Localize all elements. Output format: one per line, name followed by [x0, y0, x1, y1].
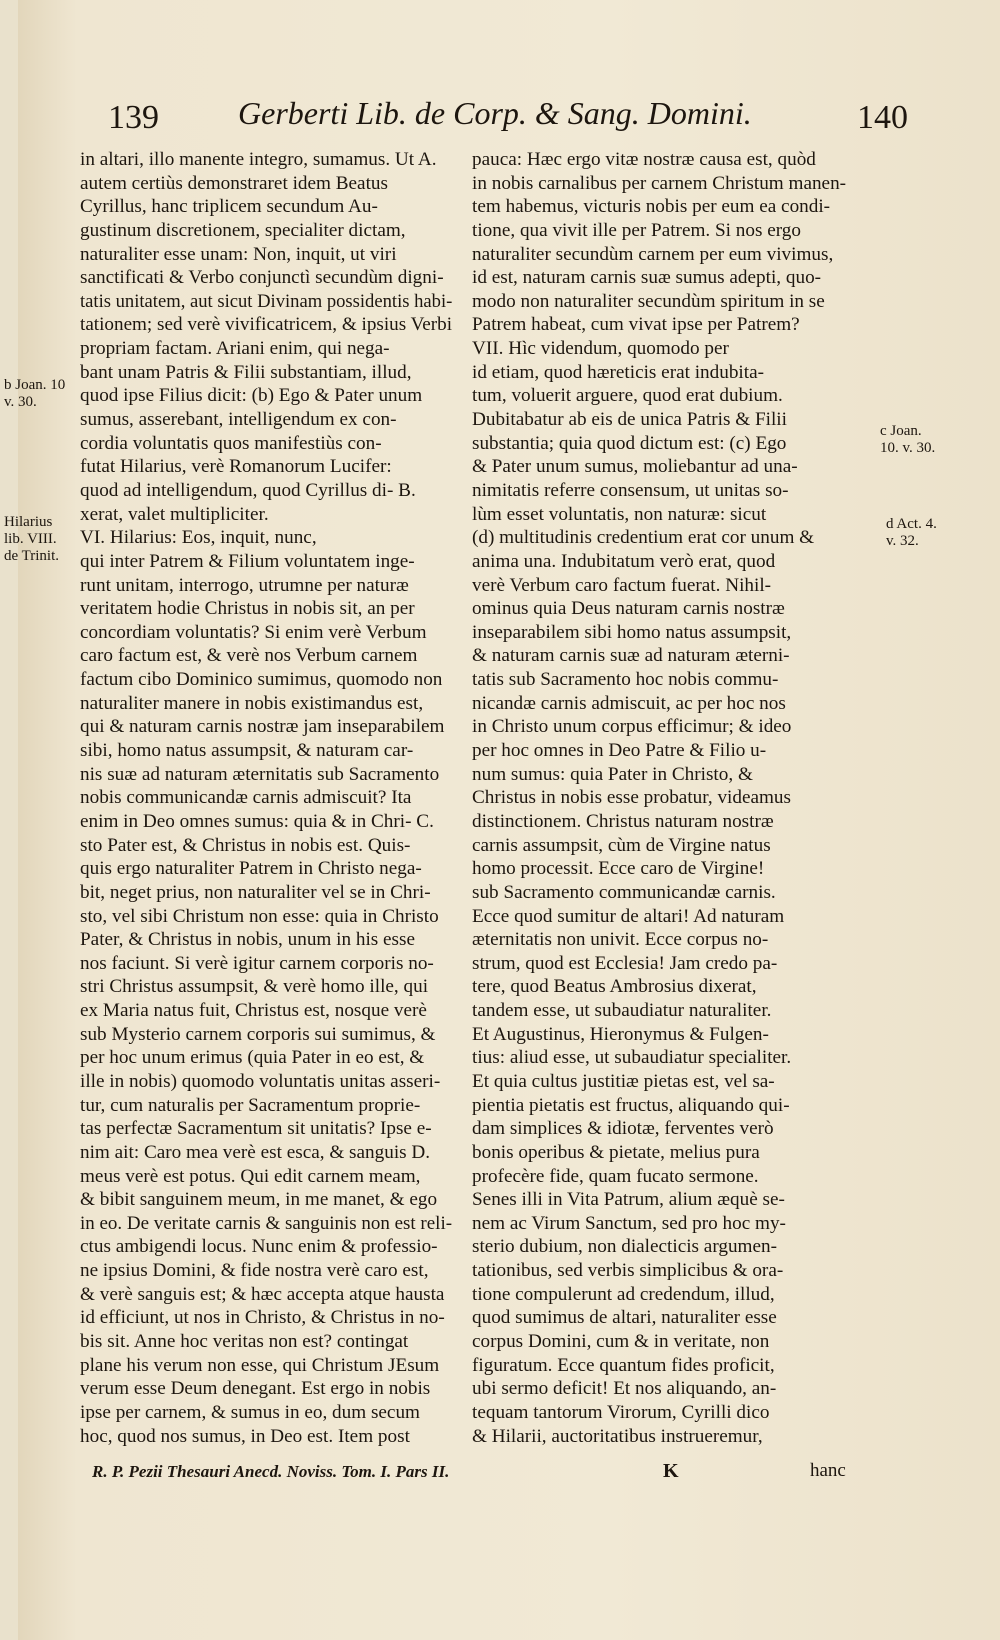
text-line: per hoc omnes in Deo Patre & Filio u-	[472, 740, 767, 762]
text-line: hoc, quod nos sumus, in Deo est. Item post	[80, 1425, 410, 1447]
text-line: quod ipse Filius dicit: (b) Ego & Pater unum	[80, 385, 423, 407]
text-line: qui inter Patrem & Filium voluntatem inge-	[80, 550, 415, 572]
margin-note-joan-right: c Joan. 10. v. 30.	[880, 423, 936, 456]
text-line: Et Augustinus, Hieronymus & Fulgen-	[472, 1023, 769, 1045]
text-line: veritatem hodie Christus in nobis sit, an per	[80, 598, 415, 620]
text-line: Dubitabatur ab eis de unica Patris & Filii	[472, 409, 787, 431]
margin-note-hilarius: Hilarius lib. VIII. de Trinit.	[4, 514, 60, 564]
text-line: factum cibo Dominico sumimus, quomodo non	[80, 669, 443, 691]
text-line: & naturam carnis suæ ad naturam æterni-	[472, 645, 790, 667]
text-line: tione, qua vivit ille per Patrem. Si nos ergo	[472, 219, 801, 241]
text-line: verum esse Deum denegant. Est ergo in nobis	[80, 1378, 431, 1400]
text-line: id est, naturam carnis suæ sumus adepti, quo-	[472, 267, 822, 289]
text-line: tum, voluerit arguere, quod erat dubium.	[472, 385, 783, 407]
text-line: tandem esse, ut subaudiatur naturaliter.	[472, 1000, 772, 1022]
text-line: sub Sacramento communicandæ carnis.	[472, 881, 776, 903]
text-line: homo processit. Ecce caro de Virgine!	[472, 858, 765, 880]
margin-note-joan-10: b Joan. 10 v. 30.	[4, 377, 66, 410]
text-line: autem certiùs demonstraret idem Beatus	[80, 172, 388, 194]
text-line: concordiam voluntatis? Si enim verè Verbum	[80, 621, 427, 643]
text-line: lùm esset voluntatis, non naturæ: sicut	[472, 503, 767, 525]
text-line: sanctificati & Verbo conjunctì secundùm digni-	[80, 267, 444, 289]
text-line: enim in Deo omnes sumus: quia & in Chri- C.	[80, 810, 434, 832]
text-line: naturaliter manere in nobis existimandus est,	[80, 692, 424, 714]
text-line: pauca: Hæc ergo vitæ nostræ causa est, quòd	[472, 149, 816, 170]
text-line: bit, neget prius, non naturaliter vel se in Chri-	[80, 881, 431, 903]
text-line: naturaliter secundùm carnem per eum vivimus,	[472, 243, 834, 265]
text-line: bonis operibus & pietate, melius pura	[472, 1141, 760, 1163]
text-line: sub Mysterio carnem corporis sui sumimus, &	[80, 1023, 436, 1045]
text-line: carnis assumpsit, cùm de Virgine natus	[472, 834, 771, 856]
text-line: in eo. De veritate carnis & sanguinis non est reli-	[80, 1212, 453, 1234]
text-line: sto Pater est, & Christus in nobis est. Quis-	[80, 834, 411, 856]
text-line: per hoc unum erimus (quia Pater in eo est, &	[80, 1047, 425, 1069]
text-line: sibi, homo natus assumpsit, & naturam car-	[80, 740, 414, 762]
text-line: tur, cum naturalis per Sacramentum proprie-	[80, 1094, 421, 1116]
text-line: cordia voluntatis quos manifestiùs con-	[80, 432, 382, 454]
text-line: meus verè est potus. Qui edit carnem meam,	[80, 1165, 421, 1187]
margin-note-acts: d Act. 4. v. 32.	[886, 516, 937, 549]
text-line: strum, quod est Ecclesia! Jam credo pa-	[472, 952, 778, 974]
text-line: & bibit sanguinem meum, in me manet, & ego	[80, 1189, 438, 1211]
text-line: Pater, & Christus in nobis, unum in his esse	[80, 929, 416, 951]
source-footer: R. P. Pezii Thesauri Anecd. Noviss. Tom. I. Pars II.	[92, 1462, 450, 1481]
text-line: ex Maria natus fuit, Christus est, nosque verè	[80, 1000, 427, 1022]
text-line: tatis unitatem, aut sicut Divinam possidentis habi-	[80, 290, 453, 312]
text-line: stri Christus assumpsit, & verè homo ille, qui	[80, 976, 429, 998]
text-line: id etiam, quod hæreticis erat indubita-	[472, 361, 765, 383]
text-line: profecère fide, quam fucato sermone.	[472, 1165, 759, 1187]
text-line: tatis sub Sacramento hoc nobis commu-	[472, 669, 779, 691]
text-line: anima una. Indubitatum verò erat, quod	[472, 550, 776, 572]
text-line: dam simplices & idiotæ, ferventes verò	[472, 1118, 774, 1140]
right-text-column	[472, 148, 867, 1448]
text-line: nobis communicandæ carnis admiscuit? Ita	[80, 787, 412, 809]
text-line: in Christo unum corpus efficimur; & ideo	[472, 716, 792, 738]
text-line: nim ait: Caro mea verè est esca, & sanguis D.	[80, 1141, 431, 1163]
text-line: runt unitam, interrogo, utrumne per naturæ	[80, 574, 409, 596]
text-line: æternitatis non univit. Ecce corpus no-	[472, 929, 769, 951]
text-line: ille in nobis) quomodo voluntatis unitas asseri-	[80, 1070, 441, 1092]
text-line: quod sumimus de altari, naturaliter esse	[472, 1307, 777, 1329]
text-line: VII. Hìc videndum, quomodo per	[472, 338, 729, 360]
text-line: qui & naturam carnis nostræ jam inseparabilem	[80, 716, 445, 738]
text-line: in altari, illo manente integro, sumamus. Ut A.	[80, 149, 437, 170]
text-line: quis ergo naturaliter Patrem in Christo nega-	[80, 858, 422, 880]
text-line: VI. Hilarius: Eos, inquit, nunc,	[80, 527, 317, 549]
text-line: tas perfectæ Sacramentum sit unitatis? Ipse e-	[80, 1118, 432, 1140]
text-line: Christus in nobis esse probatur, videamus	[472, 787, 791, 809]
book-page	[4, 0, 1000, 1640]
text-line: verè Verbum caro factum fuerat. Nihil-	[472, 574, 772, 596]
text-line: corpus Domini, cum & in veritate, non	[472, 1331, 770, 1353]
text-line: id efficiunt, ut nos in Christo, & Christus in no-	[80, 1307, 445, 1329]
running-header	[88, 95, 938, 155]
text-line: Ecce quod sumitur de altari! Ad naturam	[472, 905, 785, 927]
running-title: Gerberti Lib. de Corp. & Sang. Domini.	[238, 95, 752, 131]
text-line: Cyrillus, hanc triplicem secundum Au-	[80, 196, 378, 218]
text-line: gustinum discretionem, specialiter dictam,	[80, 219, 406, 241]
text-line: caro factum est, & verè nos Verbum carnem	[80, 645, 418, 667]
text-line: nem ac Virum Sanctum, sed pro hoc my-	[472, 1212, 786, 1234]
text-line: figuratum. Ecce quantum fides proficit,	[472, 1354, 775, 1376]
text-line: modo non naturaliter secundùm spiritum in se	[472, 290, 825, 312]
catchword: hanc	[810, 1460, 846, 1481]
text-line: nis suæ ad naturam æternitatis sub Sacramento	[80, 763, 440, 785]
text-line: tationibus, sed verbis simplicibus & ora-	[472, 1260, 784, 1282]
text-line: & Pater unum sumus, moliebantur ad una-	[472, 456, 798, 478]
text-line: ominus quia Deus naturam carnis nostræ	[472, 598, 785, 620]
text-line: num sumus: quia Pater in Christo, &	[472, 763, 753, 785]
text-line: sterio dubium, non dialecticis argumen-	[472, 1236, 777, 1258]
text-line: nos faciunt. Si verè igitur carnem corporis no-	[80, 952, 434, 974]
text-line: tequam tantorum Virorum, Cyrilli dico	[472, 1401, 770, 1423]
text-line: sto, vel sibi Christum non esse: quia in Christo	[80, 905, 439, 927]
page-number-right: 140	[857, 99, 908, 136]
page-number-left: 139	[108, 99, 159, 136]
text-line: sumus, asserebant, intelligendum ex con-	[80, 409, 397, 431]
text-line: & Hilarii, auctoritatibus instrueremur,	[472, 1425, 763, 1447]
text-line: tationem; sed verè vivificatricem, & ipsius Verbi	[80, 314, 453, 336]
text-line: Et quia cultus justitiæ pietas est, vel sa-	[472, 1070, 775, 1092]
text-line: distinctionem. Christus naturam nostræ	[472, 810, 774, 832]
text-line: tius: aliud esse, ut subaudiatur specialiter.	[472, 1047, 792, 1069]
text-line: quod ad intelligendum, quod Cyrillus di- B.	[80, 479, 416, 501]
text-line: & verè sanguis est; & hæc accepta atque hausta	[80, 1283, 445, 1305]
text-line: futat Hilarius, verè Romanorum Lucifer:	[80, 456, 392, 478]
text-line: naturaliter esse unam: Non, inquit, ut viri	[80, 243, 397, 265]
text-line: Patrem habeat, cum vivat ipse per Patrem?	[472, 314, 800, 336]
text-line: xerat, valet multipliciter.	[80, 503, 269, 525]
text-line: plane his verum non esse, qui Christum JEsum	[80, 1354, 440, 1376]
text-line: in nobis carnalibus per carnem Christum manen-	[472, 172, 847, 194]
text-line: tere, quod Beatus Ambrosius dixerat,	[472, 976, 757, 998]
text-line: propriam factam. Ariani enim, qui nega-	[80, 338, 390, 360]
text-line: bis sit. Anne hoc veritas non est? contingat	[80, 1331, 409, 1353]
text-line: Senes illi in Vita Patrum, alium æquè se-	[472, 1189, 785, 1211]
text-line: (d) multitudinis credentium erat cor unum &	[472, 527, 815, 549]
text-line: substantia; quia quod dictum est: (c) Ego	[472, 432, 787, 454]
text-line: ne ipsius Domini, & fide nostra verè caro est,	[80, 1260, 429, 1282]
signature-mark: K	[663, 1460, 679, 1482]
text-line: nicandæ carnis admiscuit, ac per hoc nos	[472, 692, 786, 714]
text-line: pientia pietatis est fructus, aliquando qui-	[472, 1094, 790, 1116]
left-text-column	[80, 148, 452, 1448]
text-line: tem habemus, victuris nobis per eum ea condi-	[472, 196, 831, 218]
text-line: ctus ambigendi locus. Nunc enim & professio-	[80, 1236, 438, 1258]
text-line: bant unam Patris & Filii substantiam, illud,	[80, 361, 412, 383]
text-line: ubi sermo deficit! Et nos aliquando, an-	[472, 1378, 777, 1400]
text-line: nimitatis referre consensum, ut unitas so-	[472, 479, 789, 501]
text-line: tione compulerunt ad credendum, illud,	[472, 1283, 775, 1305]
text-line: inseparabilem sibi homo natus assumpsit,	[472, 621, 792, 643]
text-line: ipse per carnem, & sumus in eo, dum secum	[80, 1401, 420, 1423]
